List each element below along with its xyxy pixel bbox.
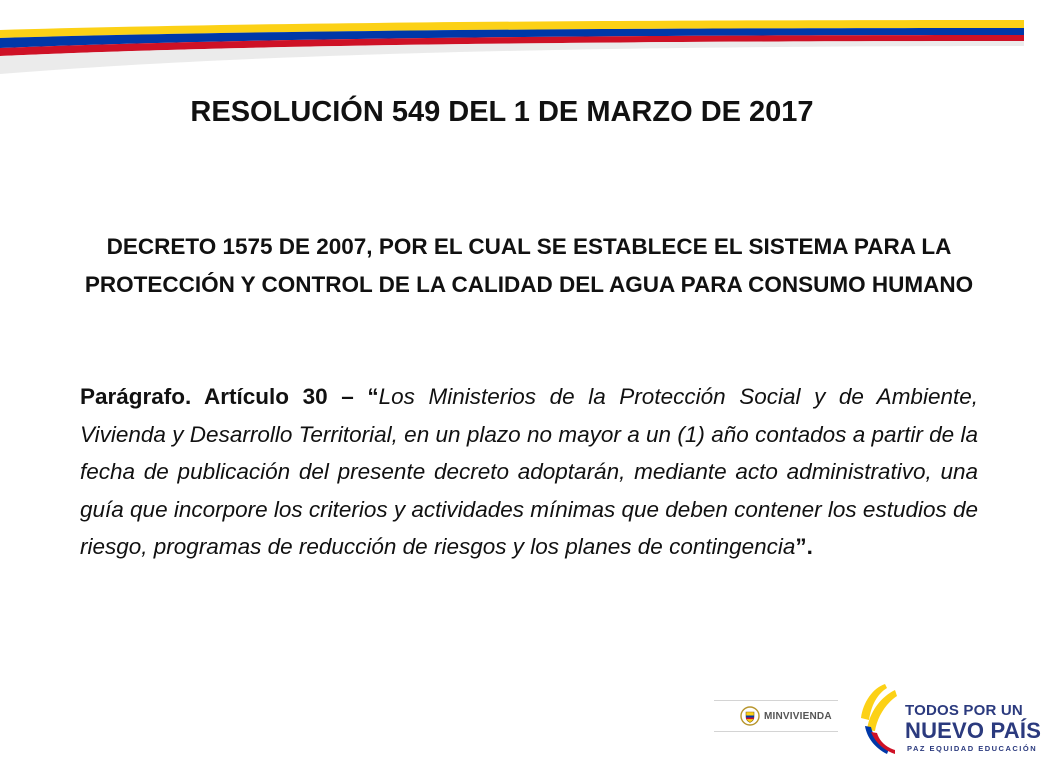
paragraph-lead: Parágrafo. Artículo 30 – “ [80, 384, 379, 409]
gov-logo-line2: NUEVO PAÍS [905, 718, 1041, 743]
minvivienda-label: MINVIVIENDA [764, 710, 832, 722]
paragraph-close: ”. [795, 534, 813, 559]
minvivienda-logo [714, 700, 838, 732]
colombia-swoosh-icon [855, 680, 905, 760]
gov-logo-tagline: PAZ EQUIDAD EDUCACIÓN [907, 744, 1038, 753]
todos-por-un-nuevo-pais-logo [855, 680, 1041, 760]
decree-heading: DECRETO 1575 DE 2007, POR EL CUAL SE ESTABLECE EL SISTEMA PARA LA PROTECCIÓN Y CONTROL DE LA CALIDAD DEL AGUA PARA CONSUMO HUMANO [84, 234, 974, 297]
page-title: RESOLUCIÓN 549 DEL 1 DE MARZO DE 2017 [190, 96, 814, 128]
colombia-crest-icon [740, 706, 760, 726]
colombia-flag-band [0, 0, 1024, 80]
paragraph-quote: Los Ministerios de la Protección Social y de Ambiente, Vivienda y Desarrollo Territorial, en un plazo no mayor a un (1) año contados a partir de la fecha de publicación del presente decreto adoptarán, mediante acto administrativo, una guía que incorpore los criterios y actividades mínimas que deben contener los estudios de riesgo, programas de reducción de riesgos y los planes de contingencia [80, 384, 979, 559]
gov-logo-line1: TODOS POR UN [905, 702, 1023, 719]
article-paragraph [80, 378, 978, 566]
